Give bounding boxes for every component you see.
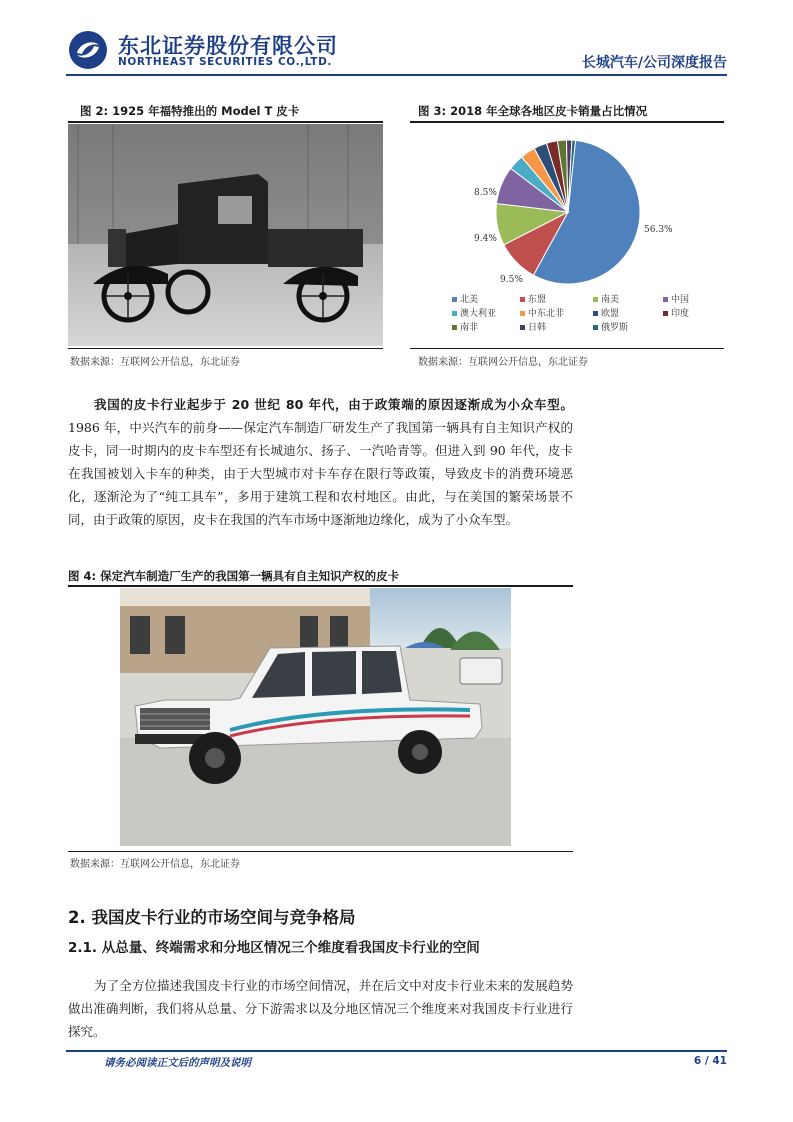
paragraph-lead: 我国的皮卡行业起步于 20 世纪 80 年代，由于政策端的原因逐渐成为小众车型。 (94, 397, 573, 412)
legend-item: 北美 (452, 292, 478, 305)
body-paragraph-1 (68, 393, 573, 531)
legend-item: 印度 (663, 306, 689, 319)
figure3-title: 图 3: 2018 年全球各地区皮卡销量占比情况 (418, 104, 648, 118)
data-label-na: 56.3% (644, 225, 673, 235)
legend-item: 东盟 (520, 292, 546, 305)
company-logo-icon (68, 30, 108, 70)
brand-name-cn: 东北证券股份有限公司 (118, 34, 338, 58)
data-label-cn: 8.5% (474, 188, 497, 198)
figure2-bottom-rule (68, 348, 383, 349)
figure3-bottom-rule (410, 348, 724, 349)
figure3-source: 数据来源：互联网公开信息，东北证券 (418, 357, 588, 368)
figure2-top-rule (68, 121, 383, 123)
legend-item: 中东北非 (520, 306, 564, 319)
legend-item: 日韩 (520, 320, 546, 333)
figure2-source: 数据来源：互联网公开信息，东北证券 (70, 357, 240, 368)
paragraph-text: 1986 年，中兴汽车的前身——保定汽车制造厂研发生产了我国第一辆具有自主知识产权的皮卡，同一时期内的皮卡车型还有长城迪尔、扬子、一汽哈青等。但进入到 90 年代，皮卡在我国被划入卡车的种类，由于大型城市对卡车存在限行等政策，导致皮卡的消费环境恶化，逐渐沦为了“纯工具车”，多用于建筑工程和农村地区。由此，与在美国的繁荣场景不同，由于政策的原因，皮卡在我国的汽车市场中逐渐地边缘化，成为了小众车型。 (68, 420, 573, 527)
figure2-title: 图 2: 1925 年福特推出的 Model T 皮卡 (80, 104, 300, 118)
section-2-1-heading: 2.1. 从总量、终端需求和分地区情况三个维度看我国皮卡行业的空间 (68, 940, 480, 956)
section-2-heading: 2. 我国皮卡行业的市场空间与竞争格局 (68, 908, 356, 927)
header-divider (66, 74, 727, 76)
figure3-top-rule (410, 121, 724, 123)
brand-name-en: NORTHEAST SECURITIES CO.,LTD. (118, 56, 332, 68)
legend-item: 欧盟 (593, 306, 619, 319)
data-label-asean: 9.5% (500, 275, 523, 285)
legend-item: 南美 (593, 292, 619, 305)
page-number: 6 / 41 (693, 1055, 727, 1067)
figure4-title: 图 4: 保定汽车制造厂生产的我国第一辆具有自主知识产权的皮卡 (68, 569, 400, 583)
legend-item: 澳大利亚 (452, 306, 496, 319)
chart-legend (410, 290, 724, 336)
legend-item: 中国 (663, 292, 689, 305)
footer-divider (66, 1050, 727, 1052)
figure4-bottom-rule (68, 851, 573, 852)
figure4-top-rule (68, 585, 573, 587)
body-paragraph-2: 为了全方位描述我国皮卡行业的市场空间情况，并在后文中对皮卡行业未来的发展趋势做出准确判断，我们将从总量、分下游需求以及分地区情况三个维度来对我国皮卡行业进行探究。 (68, 978, 573, 1039)
data-label-sa: 9.4% (474, 234, 497, 244)
report-type: 长城汽车/公司深度报告 (581, 55, 727, 71)
baoding-pickup-photo (120, 588, 511, 846)
figure4-source: 数据来源：互联网公开信息，东北证券 (70, 859, 240, 870)
model-t-pickup-photo (68, 124, 383, 346)
legend-item: 南非 (452, 320, 478, 333)
legend-item: 俄罗斯 (593, 320, 628, 333)
footer-disclaimer: 请务必阅读正文后的声明及说明 (104, 1057, 251, 1069)
